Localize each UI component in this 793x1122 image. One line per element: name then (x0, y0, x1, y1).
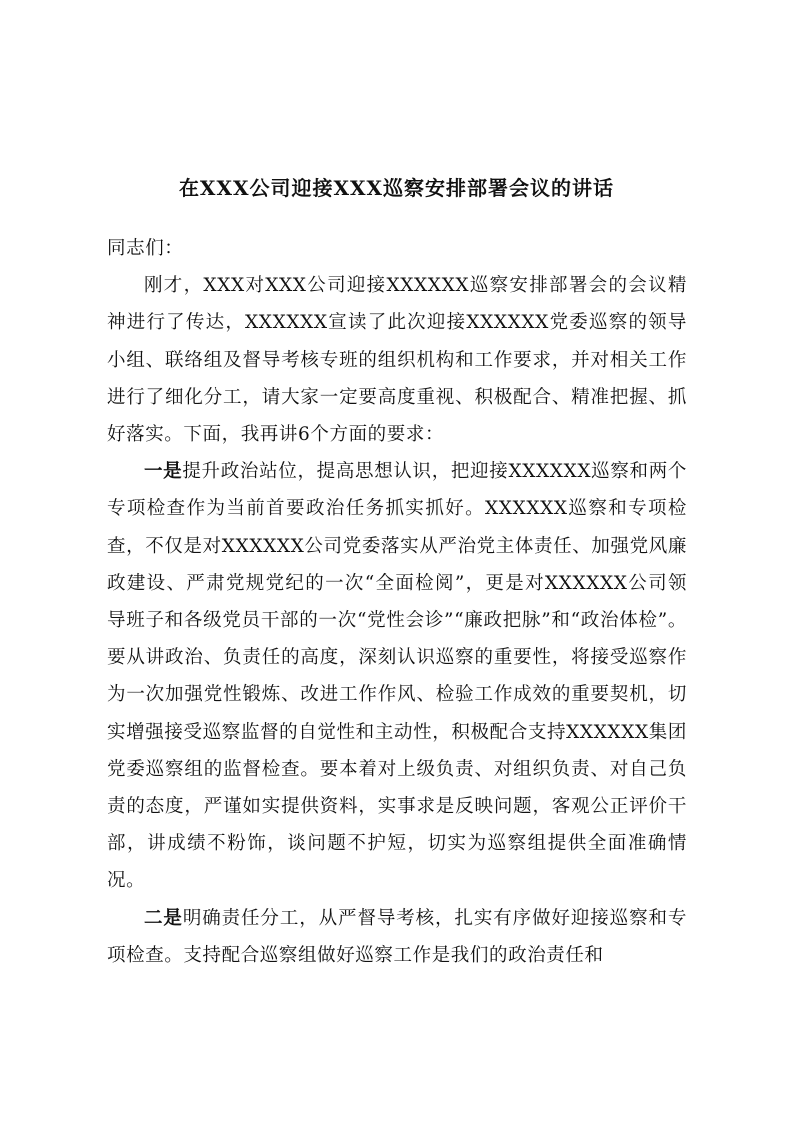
salutation: 同志们： (107, 238, 184, 259)
paragraph-3 (107, 900, 687, 974)
document-body (107, 230, 687, 974)
document-title: 在XXX公司迎接XXX巡察安排部署会议的讲话 (178, 176, 615, 200)
paragraph-lead: 一是 (144, 461, 183, 483)
paragraph-1 (107, 267, 687, 453)
paragraph-text: 刚才，XXX对XXX公司迎接XXXXXX巡察安排部署会的会议精神进行了传达，XXXXXX宣读了此次迎接XXXXXX党委巡察的领导小组、联络组及督导考核专班的组织机构和工作要求，并对相关工作进行了细化分工，请大家一定要高度重视、积极配合、精准把握、抓好落实。下面，我再讲6个方面的要求： (107, 275, 687, 446)
paragraph-2 (107, 453, 687, 899)
paragraph-text: 提升政治站位，提高思想认识，把迎接XXXXXX巡察和两个专项检查作为当前首要政治任务抓实抓好。XXXXXX巡察和专项检查，不仅是对XXXXXX公司党委落实从严治党主体责任、加强党风廉政建设、严肃党规党纪的一次“全面检阅”，更是对XXXXXX公司领导班子和各级党员干部的一次“党性会诊”“廉政把脉”和“政治体检”。要从讲政治、负责任的高度，深刻认识巡察的重要性，将接受巡察作为一次加强党性锻炼、改进工作作风、检验工作成效的重要契机，切实增强接受巡察监督的自觉性和主动性，积极配合支持XXXXXX集团党委巡察组的监督检查。要本着对上级负责、对组织负责、对自己负责的态度，严谨如实提供资料，实事求是反映问题，客观公正评价干部，讲成绩不粉饰，谈问题不护短，切实为巡察组提供全面准确情况。 (107, 461, 688, 892)
paragraph-lead: 二是 (144, 907, 183, 929)
paragraph-text: 明确责任分工，从严督导考核，扎实有序做好迎接巡察和专项检查。支持配合巡察组做好巡察工作是我们的政治责任和 (107, 907, 687, 966)
